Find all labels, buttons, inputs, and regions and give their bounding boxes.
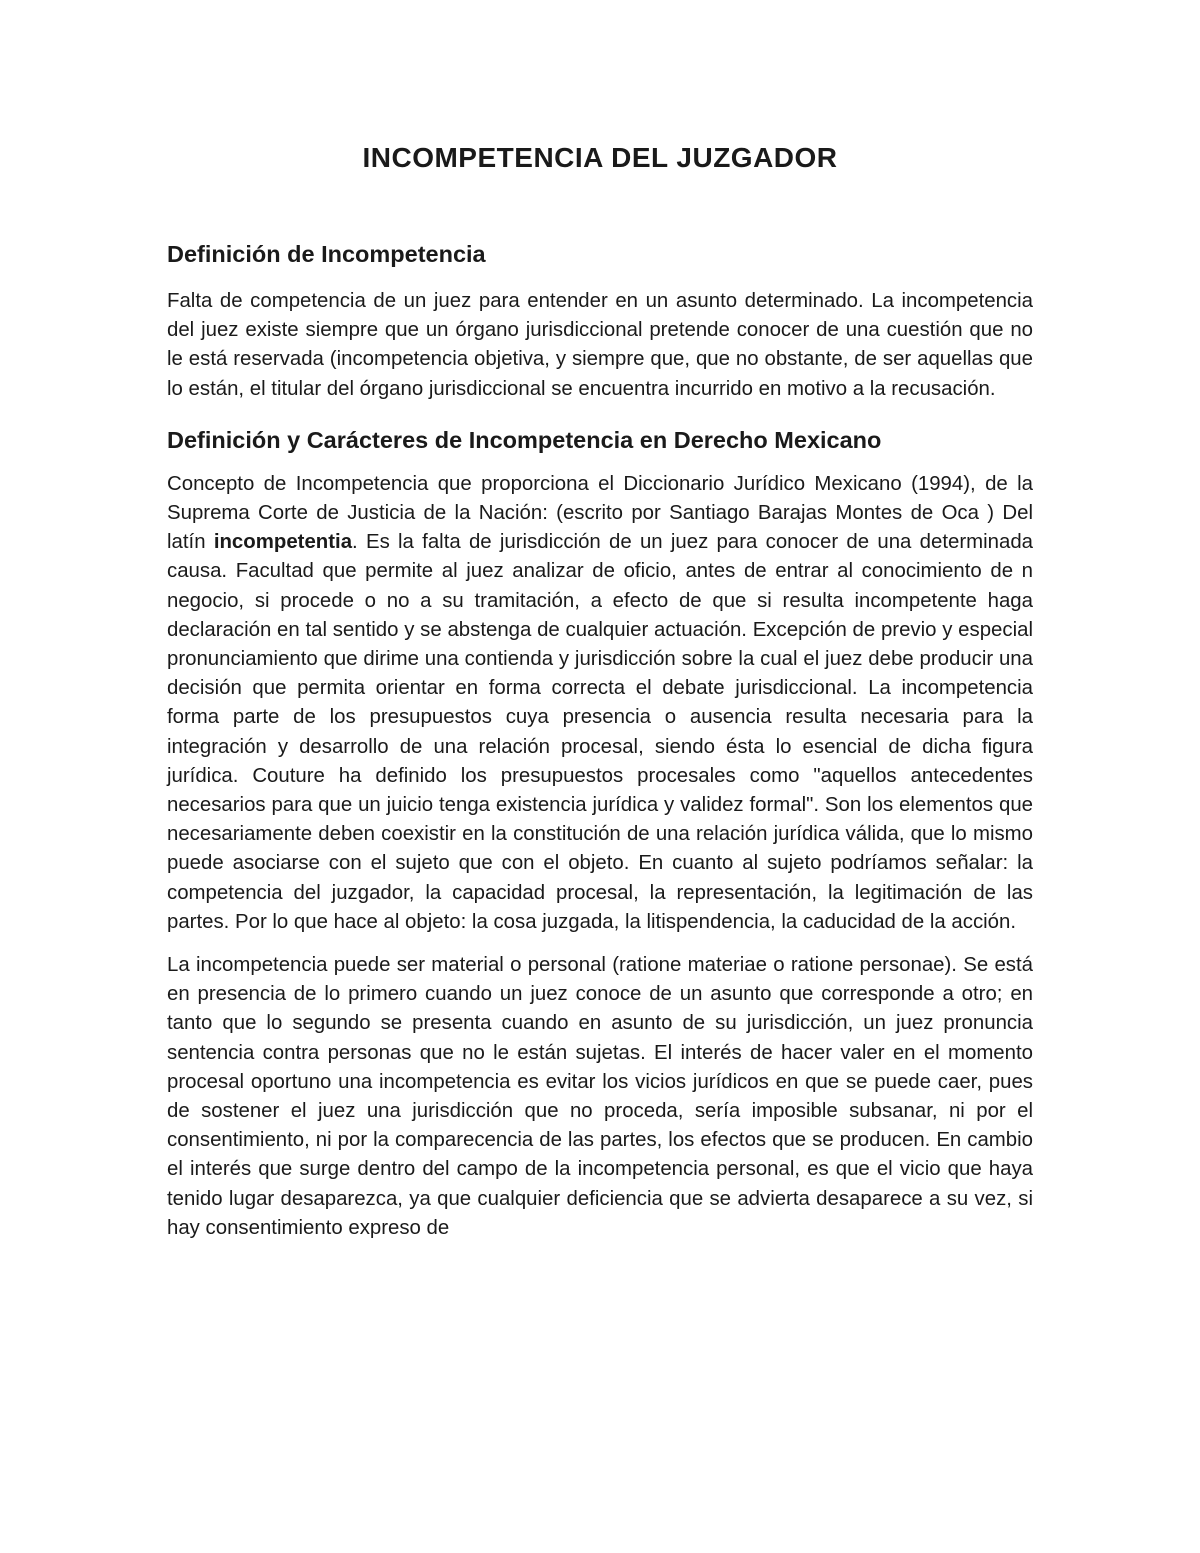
section-heading-caracteres: Definición y Carácteres de Incompetencia en Derecho Mexicano <box>167 426 882 453</box>
paragraph-material-personal: La incompetencia puede ser material o personal (ratione materiae o ratione personae). Se está en presencia de lo primero cuando un juez conoce de un asunto que corresponde a otro; en tanto que lo segundo se presenta cuando en asunto de su jurisdicción, un juez pronuncia sentencia contra personas que no le están sujetas. El interés de hacer valer en el momento procesal oportuno una incompetencia es evitar los vicios jurídicos en que se puede caer, pues de sostener el juez una jurisdicción que no proceda, sería imposible subsanar, ni por el consentimiento, ni por la comparecencia de las partes, los efectos que se producen. En cambio el interés que surge dentro del campo de la incompetencia personal, es que el vicio que haya tenido lugar desaparezca, ya que cualquier deficiencia que se advierta desaparece a su vez, si hay consentimiento expreso de <box>167 954 1033 1239</box>
latin-term-bold: incompetentia <box>213 531 353 554</box>
paragraph-concepto-part-1: Concepto de Incompetencia que proporciona el Diccionario Jurídico Mexicano (1994), de la Suprema Corte de Justicia de la Nación: (escrito por Santiago Barajas Montes de Oca ) Del latín <box>167 472 1033 554</box>
document-title: INCOMPETENCIA DEL JUZGADOR <box>362 142 838 173</box>
section-heading-definicion: Definición de Incompetencia <box>167 241 486 267</box>
paragraph-concepto-part-2: . Es la falta de jurisdicción de un juez para conocer de una determinada causa. Facultad que permite al juez analizar de oficio, antes de entrar al conocimiento de n negocio, si procede o no a su tramitación, a efecto de que si resulta incompetente haga declaración en tal sentido y se abstenga de cualquier actuación. Excepción de previo y especial pronunciamiento que dirime una contienda y jurisdicción sobre la cual el juez debe producir una decisión que permita orientar en forma correcta el debate jurisdiccional. La incompetencia forma parte de los presupuestos cuya presencia o ausencia resulta necesaria para la integración y desarrollo de una relación procesal, siendo ésta lo esencial de dicha figura jurídica. Couture ha definido los presupuestos procesales como "aquellos antecedentes necesarios para que un juicio tenga existencia jurídica y validez formal". Son los elementos que necesariamente deben coexistir en la constitución de una relación jurídica válida, que lo mismo puede asociarse con el sujeto que con el objeto. En cuanto al sujeto podríamos señalar: la competencia del juzgador, la capacidad procesal, la representación, la legitimación de las partes. Por lo que hace al objeto: la cosa juzgada, la litispendencia, la caducidad de la acción. <box>167 531 1033 933</box>
document-page <box>167 138 1033 1243</box>
paragraph-definicion: Falta de competencia de un juez para entender en un asunto determinado. La incompetencia del juez existe siempre que un órgano jurisdiccional pretende conocer de una cuestión que no le está reservada (incompetencia objetiva, y siempre que, que no obstante, de ser aquellas que lo están, el titular del órgano jurisdiccional se encuentra incurrido en motivo a la recusación. <box>167 290 1033 400</box>
paragraph-concepto <box>167 470 1033 937</box>
